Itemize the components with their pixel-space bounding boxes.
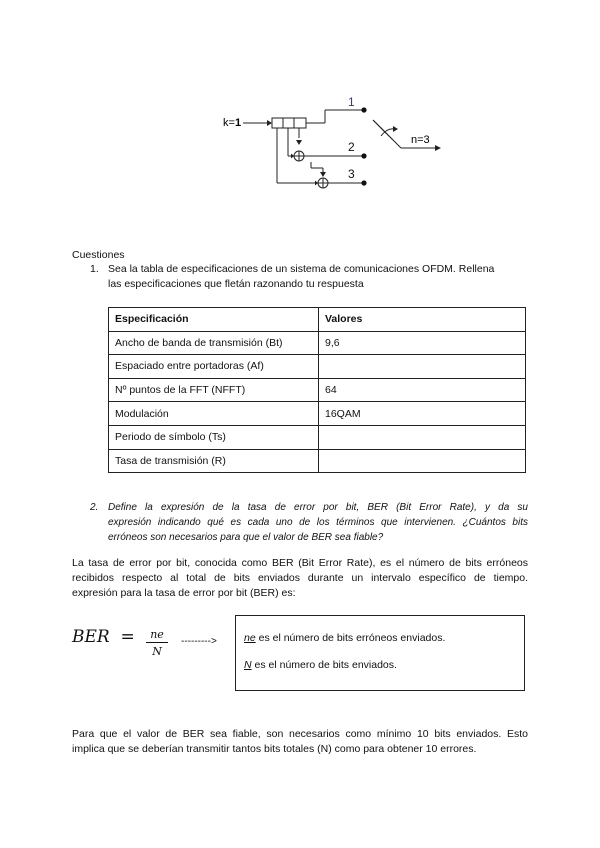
table-row	[109, 331, 526, 355]
commutator-switch	[373, 120, 393, 140]
value-cell[interactable]: 9,6	[319, 331, 526, 355]
question-2-line-2: expresión indicando qué es cada uno de los términos que intervienen. ¿Cuántos bits	[108, 517, 528, 528]
n-symbol: N	[244, 659, 252, 671]
table-row	[109, 449, 526, 473]
spec-cell: Nº puntos de la FFT (NFFT)	[109, 378, 319, 402]
answer-1-line-3: expresión para la tasa de error por bit (BER) es:	[72, 587, 296, 599]
table-header-spec: Especificación	[109, 308, 319, 332]
value-cell[interactable]	[319, 449, 526, 473]
n-label: n=3	[411, 134, 430, 146]
answer-2-line-1: Para que el valor de BER sea fiable, son necesarios como mínimo 10 bits enviados. Esto	[72, 728, 528, 740]
answer-1-line-2: recibidos respecto al total de bits enviados durante un intervalo específico de tiempo.	[72, 572, 528, 584]
specification-table	[108, 307, 526, 473]
fraction-bar	[146, 642, 168, 643]
section-title: Cuestiones	[72, 249, 125, 261]
spec-cell: Ancho de banda de transmisión (Bt)	[109, 331, 319, 355]
spec-cell: Espaciado entre portadoras (Af)	[109, 355, 319, 379]
output-2-dot	[361, 153, 366, 158]
output-3-dot	[361, 180, 366, 185]
value-cell[interactable]: 64	[319, 378, 526, 402]
ne-symbol: ne	[244, 632, 256, 644]
ber-formula-lhs: BER =	[72, 627, 135, 647]
table-row	[109, 402, 526, 426]
question-2-line-1: Define la expresión de la tasa de error por bit, BER (Bit Error Rate), y da su	[108, 502, 528, 513]
table-header-values: Valores	[319, 308, 526, 332]
answer-1-line-1: La tasa de error por bit, conocida como BER (Bit Error Rate), es el número de bits erróneos	[72, 557, 528, 569]
table-header-row	[109, 308, 526, 332]
output-2-label: 2	[348, 140, 355, 154]
ne-definition: es el número de bits erróneos enviados.	[255, 632, 446, 644]
formula-denominator: N	[152, 645, 162, 658]
value-cell[interactable]	[319, 355, 526, 379]
definitions-box	[235, 615, 525, 691]
answer-2-line-2: implica que se deberían transmitir tantos bits totales (N) como para obtener 10 errores.	[72, 743, 477, 755]
shift-register	[272, 118, 306, 128]
table-row	[109, 425, 526, 449]
input-arrowhead	[267, 120, 272, 126]
output-1-label: 1	[348, 95, 355, 109]
k-label: k=1	[223, 117, 242, 129]
definition-ne	[244, 632, 445, 644]
table-row	[109, 378, 526, 402]
question-1-line-1: Sea la tabla de especificaciones de un sistema de comunicaciones OFDM. Rellena	[108, 263, 495, 275]
convolutional-encoder-diagram	[215, 90, 455, 200]
spec-cell: Periodo de símbolo (Ts)	[109, 425, 319, 449]
formula-numerator: ne	[150, 628, 164, 641]
question-1-line-2: las especificaciones que fletán razonando tu respuesta	[108, 278, 364, 290]
output-1-dot	[361, 107, 366, 112]
question-2-line-3: erróneos son necesarios para que el valor de BER sea fiable?	[108, 532, 384, 543]
spec-cell: Tasa de transmisión (R)	[109, 449, 319, 473]
n-definition: es el número de bits enviados.	[251, 659, 397, 671]
question-2-number: 2.	[90, 502, 99, 513]
spec-cell: Modulación	[109, 402, 319, 426]
output-arrowhead	[435, 145, 441, 151]
formula-arrow: --------->	[181, 636, 217, 647]
definition-n	[244, 659, 397, 671]
value-cell[interactable]	[319, 425, 526, 449]
output-3-label: 3	[348, 167, 355, 181]
value-cell[interactable]: 16QAM	[319, 402, 526, 426]
table-row	[109, 355, 526, 379]
question-1-number: 1.	[90, 263, 99, 275]
